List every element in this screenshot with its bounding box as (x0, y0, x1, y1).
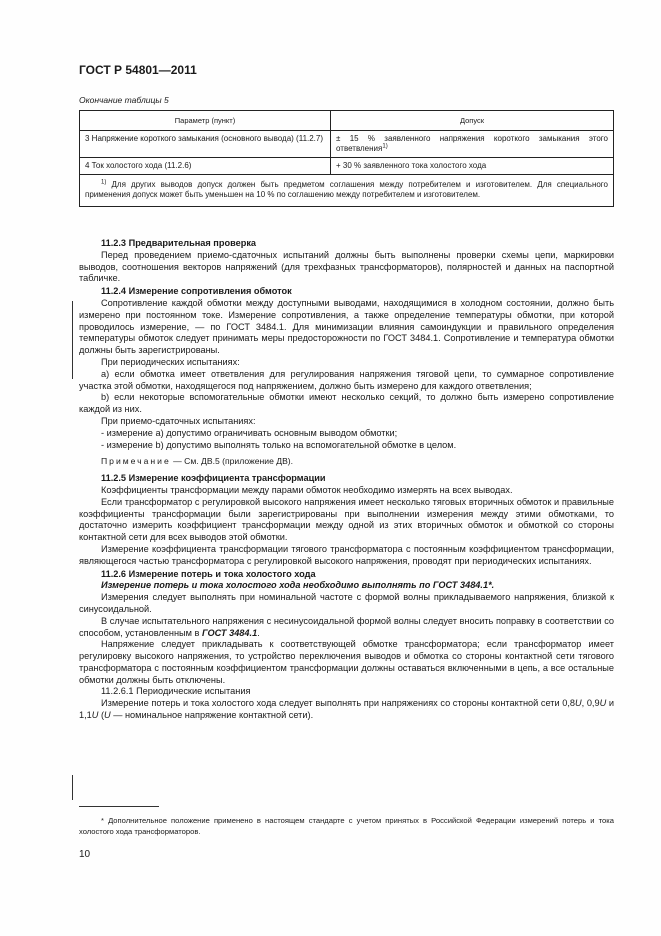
paragraph: Измерение потерь и тока холостого хода следует выполнять при напряжениях со стороны контактной сети 0,8U, 0,9U и 1,1U (U — номинальное напряжение контактной сети). (79, 698, 614, 721)
page-number: 10 (79, 849, 91, 860)
document-body (79, 237, 614, 722)
heading-11-2-4: 11.2.4 Измерение сопротивления обмоток (101, 286, 292, 297)
list-item: - измерение a) допустимо ограничивать основным выводом обмотки; (101, 427, 398, 438)
list-item: b) если некоторые вспомогательные обмотки имеют несколько секций, то должно быть измерено сопротивление каждой из них. (79, 392, 614, 415)
footnote-divider (79, 806, 159, 807)
change-bar (72, 775, 73, 800)
paragraph: Напряжение следует прикладывать к соответствующей обмотке трансформатора; если трансформатор имеет регулировку высокого напряжения, то устройство переключения выводов и обмотка со стороны контактной сети тягового трансформатора с постоянным коэффициентом трансформации должны оставаться включенными в цепь, а все остальные обмотки должны быть отключены. (79, 639, 614, 685)
paragraph: При приемо-сдаточных испытаниях: (101, 415, 256, 426)
table-header-row (80, 111, 614, 131)
table-cell-parameter: 4 Ток холостого хода (11.2.6) (80, 158, 331, 175)
note: Примечание — См. ДВ.5 (приложение ДВ). (101, 456, 294, 467)
paragraph: Коэффициенты трансформации между парами обмоток необходимо измерять на всех выводах. (101, 484, 513, 495)
footnote-ref: 1) (382, 143, 388, 150)
table-row (80, 158, 614, 175)
page-footnote: * Дополнительное положение применено в настоящем стандарте с учетом принятых в Российской Федерации измерений потерь и тока холостого хода трансформаторов. (79, 816, 614, 836)
paragraph: Измерение коэффициента трансформации тягового трансформатора с постоянным коэффициентом трансформации, являющегося частью трансформатора с регулировкой высокого напряжения, проводят при периодических испытаниях. (79, 543, 614, 566)
list-item: a) если обмотка имеет ответвления для регулирования напряжения тяговой цепи, то суммарное сопротивление участка этой обмотки, находящегося под напряжением, должно быть измерено для каждого ответвления; (79, 368, 614, 391)
tolerance-table (79, 110, 614, 207)
table-cell-parameter: 3 Напряжение короткого замыкания (основного вывода) (11.2.7) (80, 131, 331, 158)
paragraph: Сопротивление каждой обмотки между доступными выводами, находящимися в холодном состоянии, должно быть измерено при постоянном токе. Измерение сопротивления, а также определение температуры обмотки, при которой проводилось измерение, — по ГОСТ 3484.1. Для минимизации влияния самоиндукции и правильного определения температуры обмоток следует принимать меры предосторожности по ГОСТ 3484.1. Сопротивление и температура обмотки должны быть зарегистрированы. (79, 297, 614, 356)
list-item: - измерение b) допустимо выполнять только на вспомогательной обмотке в целом. (101, 439, 457, 450)
heading-11-2-6-1: 11.2.6.1 Периодические испытания (101, 686, 251, 697)
paragraph: Измерения следует выполнять при номинальной частоте с формой волны прикладываемого напряжения, близкой к синусоидальной. (79, 592, 614, 614)
table-footnote: $^{1)}$ Для других выводов допуск должен быть предметом соглашения между потребителем и изготовителем. Для специального применения допуск может быть уменьшен на 10 % по соглашению между потребителем и изготовителем. (80, 175, 614, 207)
paragraph: В случае испытательного напряжения с несинусоидальной формой волны следует вносить поправку в соответствии со способом, установленным в ГОСТ 3484.1. (79, 615, 614, 638)
page-header: ГОСТ Р 54801—2011 (79, 63, 197, 77)
table-cell-tolerance: + 30 % заявленного тока холостого хода (331, 158, 614, 175)
table-caption: Окончание таблицы 5 (79, 95, 169, 105)
heading-11-2-6: 11.2.6 Измерение потерь и тока холостого хода (101, 568, 316, 579)
table-row (80, 131, 614, 158)
table-cell-tolerance: ± 15 % заявленного напряжения короткого замыкания этого ответвления$^{1)}$ (331, 131, 614, 158)
column-header-parameter: Параметр (пункт) (80, 111, 331, 131)
heading-11-2-3: 11.2.3 Предварительная проверка (101, 238, 257, 248)
column-header-tolerance: Допуск (331, 111, 614, 131)
paragraph: При периодических испытаниях: (101, 356, 240, 367)
paragraph: Перед проведением приемо-сдаточных испытаний должны быть выполнены проверки схемы цепи, маркировки выводов, соотношения векторов напряжений (для трехфазных трансформаторов), полярностей и данных на паспортной табличке. (79, 249, 614, 284)
paragraph: Если трансформатор с регулировкой высокого напряжения имеет несколько тяговых вторичных обмоток и правильные коэффициенты трансформации были зарегистрированы при выполнении измерения между этими обмотками, то достаточно измерить коэффициент трансформации между одной из этих вторичных обмоток и обмоткой со стороны контактной сети для всех выводов этой обмотки. (79, 496, 614, 543)
heading-11-2-5: 11.2.5 Измерение коэффициента трансформации (101, 473, 326, 484)
paragraph: Измерение потерь и тока холостого хода необходимо выполнять по ГОСТ 3484.1*. (101, 580, 495, 591)
change-bar (72, 301, 73, 379)
table-footnote-row (80, 175, 614, 207)
